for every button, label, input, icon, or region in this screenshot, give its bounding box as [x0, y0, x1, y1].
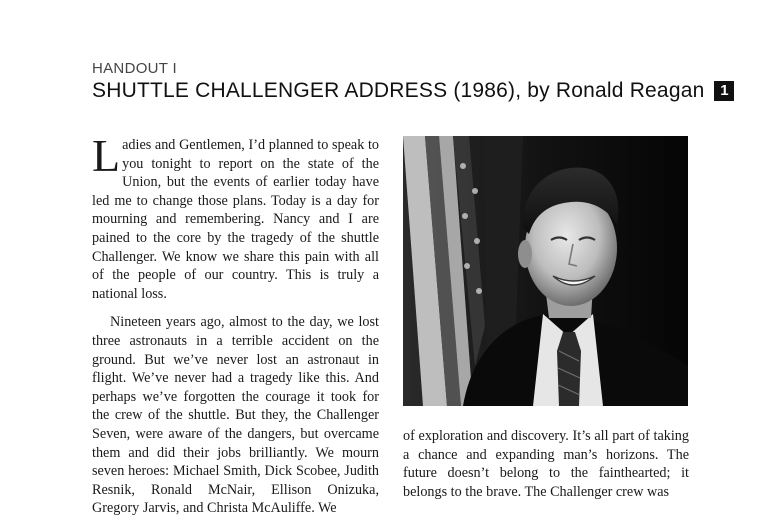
title-row — [92, 79, 734, 103]
portrait-photo — [403, 136, 688, 406]
paragraph-1-text: adies and Gentlemen, I’d planned to speak to you tonight to report on the state of the Union, but the events of earlier today have led me to change those plans. Today is a day for mourning and remembering. Nancy and I are pained to the core by the tragedy of the shuttle Challenger. We know we share this pain with all of the people of our country. This is truly a national loss. — [92, 137, 379, 302]
page-title: SHUTTLE CHALLENGER ADDRESS (1986), by Ronald Reagan — [92, 79, 705, 102]
paragraph-2: Nineteen years ago, almost to the day, we lost three astronauts in a terrible accident on the ground. But we’ve never lost an astronaut in flight. We’ve never had a tragedy like this. And perhaps we’ve forgotten the courage it took for the crew of the shuttle. But they, the Challenger Seven, were aware of the dangers, but overcame them and did their jobs brilliantly. We mourn seven heroes: Michael Smith, Dick Scobee, Judith Resnik, Ronald McNair, Ellison Onizuka, Gregory Jarvis, and Christa McAuliffe. We — [92, 314, 379, 517]
handout-label: HANDOUT I — [92, 60, 177, 77]
handout-number-badge: 1 — [714, 81, 734, 101]
right-column — [403, 427, 689, 511]
paragraph-3: of exploration and discovery. It’s all part of taking a chance and expanding man’s horizons. The future doesn’t belong to the fainthearted; it belongs to the brave. The Challenger crew was — [403, 428, 689, 500]
left-column — [92, 130, 379, 528]
paragraph-1 — [92, 130, 379, 303]
drop-cap: L — [92, 130, 121, 181]
